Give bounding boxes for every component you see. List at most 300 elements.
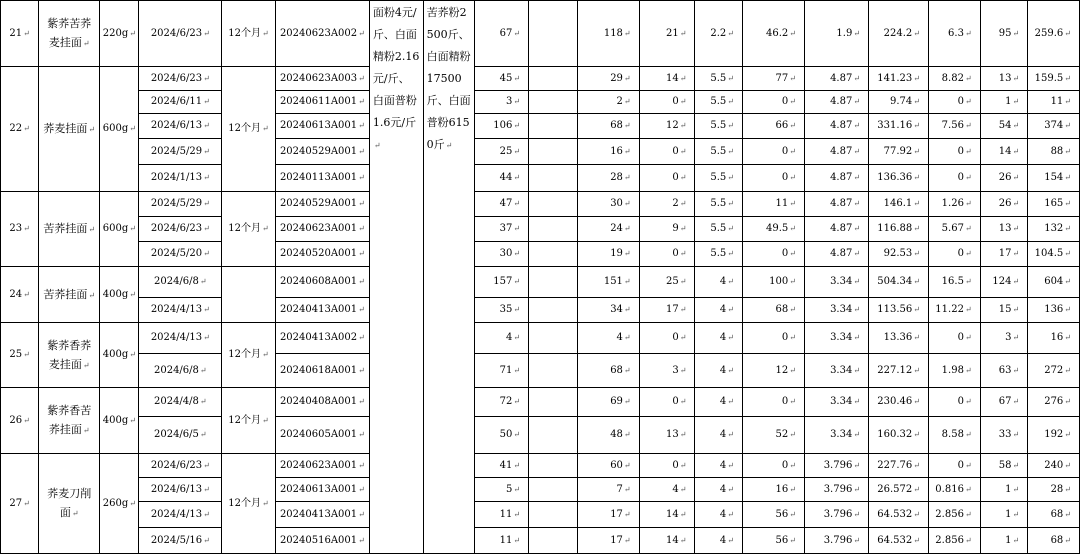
empty-cell [529, 1, 578, 67]
batch-number-text: 20240623A003 [279, 72, 358, 84]
table-row [1, 478, 1080, 502]
value-c9 [577, 323, 639, 354]
value-c12-text: 11 [775, 198, 789, 209]
value-c16-text: 15 [998, 304, 1012, 315]
shelf-life [222, 323, 276, 388]
value-c15 [928, 192, 980, 217]
paragraph-mark: ↵ [913, 28, 920, 38]
value-c16 [980, 67, 1028, 91]
table-row [1, 267, 1080, 298]
value-c17-text: 272 [1044, 364, 1064, 376]
value-c17-text: 132 [1044, 223, 1064, 234]
paragraph-mark: ↵ [727, 509, 734, 519]
value-c7-text: 50 [499, 429, 513, 440]
paragraph-mark: ↵ [513, 173, 521, 182]
batch-number [275, 1, 369, 67]
value-c14 [869, 1, 929, 67]
empty-cell [529, 242, 578, 267]
paragraph-mark: ↵ [513, 73, 521, 83]
production-date-text: 2024/6/8 [153, 276, 199, 287]
value-c10 [639, 91, 695, 114]
value-c12-text: 100 [769, 276, 789, 287]
production-date-text: 2024/6/8 [153, 364, 199, 376]
value-c16-text: 17 [998, 248, 1012, 259]
empty-cell [529, 528, 578, 554]
paragraph-mark: ↵ [727, 277, 734, 286]
value-c17-text: 68 [1050, 508, 1064, 520]
paragraph-mark: ↵ [1012, 173, 1020, 182]
value-c14-text: 77.92 [883, 145, 913, 157]
paragraph-mark: ↵ [623, 397, 631, 406]
paragraph-mark: ↵ [853, 224, 861, 233]
value-c14 [869, 478, 929, 502]
value-c16 [980, 502, 1028, 528]
value-c11 [695, 217, 743, 242]
value-c9 [577, 165, 639, 192]
empty-cell [529, 267, 578, 298]
value-c10-text: 0 [672, 248, 679, 259]
value-c11 [695, 267, 743, 298]
production-date [139, 354, 222, 388]
batch-number-text: 20240413A001 [279, 508, 358, 520]
paragraph-mark: ↵ [623, 121, 631, 130]
value-c12 [742, 217, 804, 242]
product-spec [100, 388, 139, 454]
shelf-life-text: 12个月 [228, 27, 262, 39]
paragraph-mark: ↵ [964, 333, 972, 342]
value-c11 [695, 192, 743, 217]
product-name-text: 紫荞香苦荞挂面 [47, 404, 92, 436]
paragraph-mark: ↵ [513, 305, 521, 314]
paragraph-mark: ↵ [513, 277, 521, 286]
product-name-text: 苦荞挂面 [43, 287, 88, 301]
value-c11 [695, 502, 743, 528]
production-date-text: 2024/5/16 [150, 534, 203, 546]
paragraph-mark: ↵ [964, 365, 972, 375]
value-c14-text: 116.88 [877, 223, 913, 234]
paragraph-mark: ↵ [913, 397, 920, 406]
value-c10-text: 14 [665, 508, 679, 520]
value-c12-text: 0 [781, 248, 789, 259]
batch-number [275, 354, 369, 388]
paragraph-mark: ↵ [129, 224, 136, 233]
value-c9-text: 69 [610, 396, 623, 407]
batch-number [275, 192, 369, 217]
value-c7 [475, 91, 529, 114]
paragraph-mark: ↵ [1064, 305, 1071, 314]
value-c9 [577, 502, 639, 528]
batch-number-text: 20240529A001 [279, 198, 358, 209]
value-c17 [1028, 91, 1080, 114]
value-c16-text: 58 [998, 459, 1012, 471]
value-c15 [928, 91, 980, 114]
table-row [1, 388, 1080, 417]
value-c17-text: 240 [1044, 459, 1064, 471]
value-c7 [475, 192, 529, 217]
paragraph-mark: ↵ [23, 289, 30, 299]
production-date-text: 2024/6/23 [150, 27, 203, 39]
production-date-text: 2024/6/23 [150, 72, 203, 84]
paragraph-mark: ↵ [964, 430, 972, 439]
paragraph-mark: ↵ [964, 484, 972, 494]
paragraph-mark: ↵ [679, 28, 687, 38]
value-c10 [639, 528, 695, 554]
value-c14-text: 64.532 [877, 534, 913, 546]
paragraph-mark: ↵ [913, 173, 920, 182]
value-c13 [804, 192, 868, 217]
value-c7-text: 71 [499, 364, 513, 376]
value-c17-text: 159.5 [1034, 72, 1064, 84]
value-c10 [639, 114, 695, 139]
batch-number [275, 323, 369, 354]
paragraph-mark: ↵ [1064, 397, 1071, 406]
production-date-text: 2024/1/13 [150, 172, 203, 183]
value-c7 [475, 267, 529, 298]
paragraph-mark: ↵ [964, 460, 972, 470]
production-date [139, 1, 222, 67]
value-c13-text: 3.796 [823, 483, 853, 495]
batch-number [275, 502, 369, 528]
value-c14 [869, 454, 929, 478]
batch-number [275, 417, 369, 454]
paragraph-mark: ↵ [964, 397, 972, 406]
value-c14 [869, 417, 929, 454]
value-c15-text: 2.856 [935, 508, 964, 520]
value-c10-text: 2 [672, 198, 679, 209]
value-c16 [980, 114, 1028, 139]
value-c16-text: 1 [1005, 534, 1012, 546]
value-c14 [869, 354, 929, 388]
paragraph-mark: ↵ [789, 430, 796, 439]
value-c14 [869, 528, 929, 554]
batch-number-text: 20240608A001 [279, 276, 358, 287]
value-c7 [475, 298, 529, 323]
row-number [1, 1, 39, 67]
value-c13 [804, 217, 868, 242]
value-c13-text: 4.87 [830, 96, 853, 107]
value-c13-text: 3.796 [823, 534, 853, 546]
value-c15 [928, 388, 980, 417]
value-c15-text: 7.56 [941, 120, 964, 131]
value-c9-text: 7 [616, 483, 623, 495]
value-c10-text: 14 [665, 72, 679, 84]
value-c16 [980, 91, 1028, 114]
value-c13 [804, 388, 868, 417]
paragraph-mark: ↵ [853, 173, 861, 182]
value-c13-text: 4.87 [830, 172, 853, 183]
value-c9-text: 68 [610, 364, 623, 376]
paragraph-mark: ↵ [358, 146, 365, 156]
value-c12 [742, 67, 804, 91]
value-c12 [742, 478, 804, 502]
paragraph-mark: ↵ [853, 28, 861, 38]
value-c11-text: 5.5 [710, 198, 727, 209]
paragraph-mark: ↵ [623, 365, 631, 375]
production-date [139, 217, 222, 242]
paragraph-mark: ↵ [358, 333, 365, 342]
paragraph-mark: ↵ [623, 173, 631, 182]
paragraph-mark: ↵ [513, 249, 521, 258]
batch-number [275, 114, 369, 139]
value-c17 [1028, 417, 1080, 454]
production-date-text: 2024/5/29 [150, 145, 203, 157]
value-c9-text: 151 [603, 276, 623, 287]
value-c17 [1028, 1, 1080, 67]
value-c11-text: 5.5 [710, 72, 727, 84]
value-c14 [869, 165, 929, 192]
value-c10 [639, 67, 695, 91]
value-c16-text: 1 [1005, 508, 1012, 520]
paragraph-mark: ↵ [964, 146, 972, 156]
value-c12-text: 16 [775, 483, 789, 495]
product-spec-text: 400g [102, 288, 129, 300]
paragraph-mark: ↵ [1064, 121, 1071, 130]
value-c7 [475, 217, 529, 242]
paragraph-mark: ↵ [727, 146, 734, 156]
material-price-note-text: 面粉4元/斤、白面精粉2.16元/斤、白面普粉1.6元/斤 [372, 6, 420, 129]
value-c17 [1028, 478, 1080, 502]
paragraph-mark: ↵ [789, 249, 796, 258]
table-row [1, 528, 1080, 554]
paragraph-mark: ↵ [913, 460, 920, 470]
value-c11-text: 5.5 [710, 120, 727, 131]
value-c16 [980, 417, 1028, 454]
value-c17 [1028, 528, 1080, 554]
value-c17-text: 276 [1044, 396, 1064, 407]
value-c13-text: 4.87 [830, 223, 853, 234]
paragraph-mark: ↵ [1012, 509, 1020, 519]
product-name-text: 紫荞香荞麦挂面 [47, 338, 92, 371]
value-c16-text: 67 [998, 396, 1012, 407]
batch-number-text: 20240623A001 [279, 223, 358, 234]
value-c12-text: 0 [781, 145, 789, 157]
paragraph-mark: ↵ [358, 199, 365, 208]
table-body [1, 1, 1080, 554]
paragraph-mark: ↵ [1012, 333, 1020, 342]
value-c7 [475, 502, 529, 528]
paragraph-mark: ↵ [913, 146, 920, 156]
value-c16-text: 63 [998, 364, 1012, 376]
value-c7-text: 45 [499, 72, 513, 84]
paragraph-mark: ↵ [88, 125, 96, 134]
value-c7-text: 4 [505, 332, 513, 343]
value-c15-text: 1.26 [941, 198, 964, 209]
product-name [39, 1, 100, 67]
table-row [1, 417, 1080, 454]
paragraph-mark: ↵ [513, 430, 521, 439]
product-spec-text: 260g [102, 497, 129, 509]
value-c14-text: 227.12 [877, 364, 913, 376]
production-date-text: 2024/6/13 [150, 120, 203, 131]
batch-number [275, 454, 369, 478]
value-c13 [804, 323, 868, 354]
value-c16 [980, 217, 1028, 242]
paragraph-mark: ↵ [679, 146, 687, 156]
table-row [1, 67, 1080, 91]
production-date [139, 417, 222, 454]
paragraph-mark: ↵ [199, 430, 207, 439]
paragraph-mark: ↵ [913, 224, 920, 233]
paragraph-mark: ↵ [358, 224, 365, 233]
empty-cell [529, 478, 578, 502]
paragraph-mark: ↵ [789, 28, 796, 38]
batch-number [275, 528, 369, 554]
paragraph-mark: ↵ [913, 430, 920, 439]
value-c10 [639, 354, 695, 388]
row-number-text: 24 [9, 288, 23, 300]
value-c7-text: 67 [499, 27, 513, 39]
value-c11 [695, 323, 743, 354]
product-spec-text: 600g [102, 123, 129, 134]
paragraph-mark: ↵ [358, 28, 365, 38]
value-c10 [639, 417, 695, 454]
paragraph-mark: ↵ [203, 249, 210, 258]
value-c11-text: 5.5 [710, 223, 727, 234]
paragraph-mark: ↵ [679, 305, 687, 314]
batch-number-text: 20240623A002 [279, 27, 358, 39]
row-number-text: 22 [9, 123, 23, 134]
value-c17-text: 192 [1044, 429, 1064, 440]
value-c17-text: 28 [1050, 483, 1064, 495]
value-c11-text: 2.2 [710, 27, 727, 39]
value-c15-text: 0 [957, 396, 964, 407]
paragraph-mark: ↵ [1012, 249, 1020, 258]
paragraph-mark: ↵ [727, 97, 734, 106]
paragraph-mark: ↵ [789, 73, 796, 83]
value-c9 [577, 242, 639, 267]
value-c7 [475, 417, 529, 454]
value-c17 [1028, 502, 1080, 528]
value-c15-text: 0 [957, 332, 964, 343]
value-c10-text: 0 [672, 96, 679, 107]
value-c17-text: 259.6 [1034, 27, 1064, 39]
value-c13 [804, 417, 868, 454]
value-c17-text: 11 [1050, 96, 1064, 107]
batch-number [275, 165, 369, 192]
row-number [1, 454, 39, 554]
paragraph-mark: ↵ [623, 224, 631, 233]
value-c16 [980, 192, 1028, 217]
value-c11-text: 4 [719, 364, 727, 376]
paragraph-mark: ↵ [789, 509, 796, 519]
value-c12-text: 0 [781, 332, 789, 343]
value-c11 [695, 67, 743, 91]
value-c11-text: 4 [719, 508, 727, 520]
paragraph-mark: ↵ [679, 484, 687, 494]
paragraph-mark: ↵ [1012, 28, 1020, 38]
production-date [139, 502, 222, 528]
value-c10-text: 0 [672, 145, 679, 157]
value-c11-text: 4 [719, 276, 727, 287]
paragraph-mark: ↵ [727, 121, 734, 130]
value-c9 [577, 114, 639, 139]
value-c11-text: 4 [719, 304, 727, 315]
shelf-life-text: 12个月 [228, 497, 262, 509]
row-number-text: 23 [9, 223, 23, 234]
value-c9 [577, 354, 639, 388]
paragraph-mark: ↵ [1064, 509, 1071, 519]
row-number-text: 26 [9, 414, 23, 426]
value-c7-text: 30 [499, 248, 513, 259]
value-c9-text: 30 [610, 198, 623, 209]
value-c12-text: 49.5 [765, 223, 789, 234]
value-c7-text: 44 [499, 172, 513, 183]
value-c9-text: 48 [610, 429, 623, 440]
value-c16 [980, 165, 1028, 192]
value-c9-text: 60 [610, 459, 623, 471]
paragraph-mark: ↵ [262, 124, 269, 133]
row-number [1, 323, 39, 388]
paragraph-mark: ↵ [964, 305, 972, 314]
value-c7-text: 3 [505, 96, 513, 107]
paragraph-mark: ↵ [513, 365, 521, 375]
paragraph-mark: ↵ [727, 460, 734, 470]
value-c13-text: 3.796 [823, 508, 853, 520]
paragraph-mark: ↵ [727, 333, 734, 342]
empty-cell [529, 417, 578, 454]
paragraph-mark: ↵ [358, 277, 365, 286]
paragraph-mark: ↵ [203, 333, 210, 342]
paragraph-mark: ↵ [913, 277, 920, 286]
value-c12-text: 12 [775, 364, 789, 376]
value-c10-text: 0 [672, 396, 679, 407]
value-c14-text: 13.36 [883, 332, 913, 343]
value-c14 [869, 323, 929, 354]
value-c9 [577, 267, 639, 298]
value-c12 [742, 502, 804, 528]
batch-number-text: 20240529A001 [279, 145, 358, 157]
product-name [39, 454, 100, 554]
product-name [39, 323, 100, 388]
value-c14 [869, 192, 929, 217]
value-c13-text: 3.34 [830, 364, 853, 376]
paragraph-mark: ↵ [964, 224, 972, 233]
value-c17 [1028, 354, 1080, 388]
paragraph-mark: ↵ [623, 199, 631, 208]
batch-number [275, 298, 369, 323]
value-c9 [577, 528, 639, 554]
value-c16 [980, 267, 1028, 298]
product-spec [100, 454, 139, 554]
paragraph-mark: ↵ [789, 460, 796, 470]
value-c7-text: 157 [493, 276, 513, 287]
paragraph-mark: ↵ [623, 73, 631, 83]
paragraph-mark: ↵ [513, 146, 521, 156]
product-spec-text: 600g [102, 223, 129, 234]
value-c15 [928, 454, 980, 478]
paragraph-mark: ↵ [199, 397, 207, 406]
value-c7-text: 106 [493, 120, 513, 131]
value-c17-text: 104.5 [1034, 248, 1064, 259]
paragraph-mark: ↵ [358, 484, 365, 494]
value-c14-text: 224.2 [883, 27, 913, 39]
paragraph-mark: ↵ [853, 365, 861, 375]
value-c10-text: 12 [665, 120, 679, 131]
value-c17 [1028, 298, 1080, 323]
material-price-note [369, 1, 423, 554]
paragraph-mark: ↵ [679, 460, 687, 470]
value-c10-text: 0 [672, 172, 679, 183]
value-c13-text: 4.87 [830, 248, 853, 259]
value-c7-text: 11 [499, 508, 513, 520]
paragraph-mark: ↵ [964, 535, 972, 545]
value-c9-text: 34 [610, 304, 623, 315]
value-c10 [639, 1, 695, 67]
paragraph-mark: ↵ [513, 460, 521, 470]
paragraph-mark: ↵ [88, 225, 96, 234]
value-c15 [928, 323, 980, 354]
value-c9 [577, 67, 639, 91]
